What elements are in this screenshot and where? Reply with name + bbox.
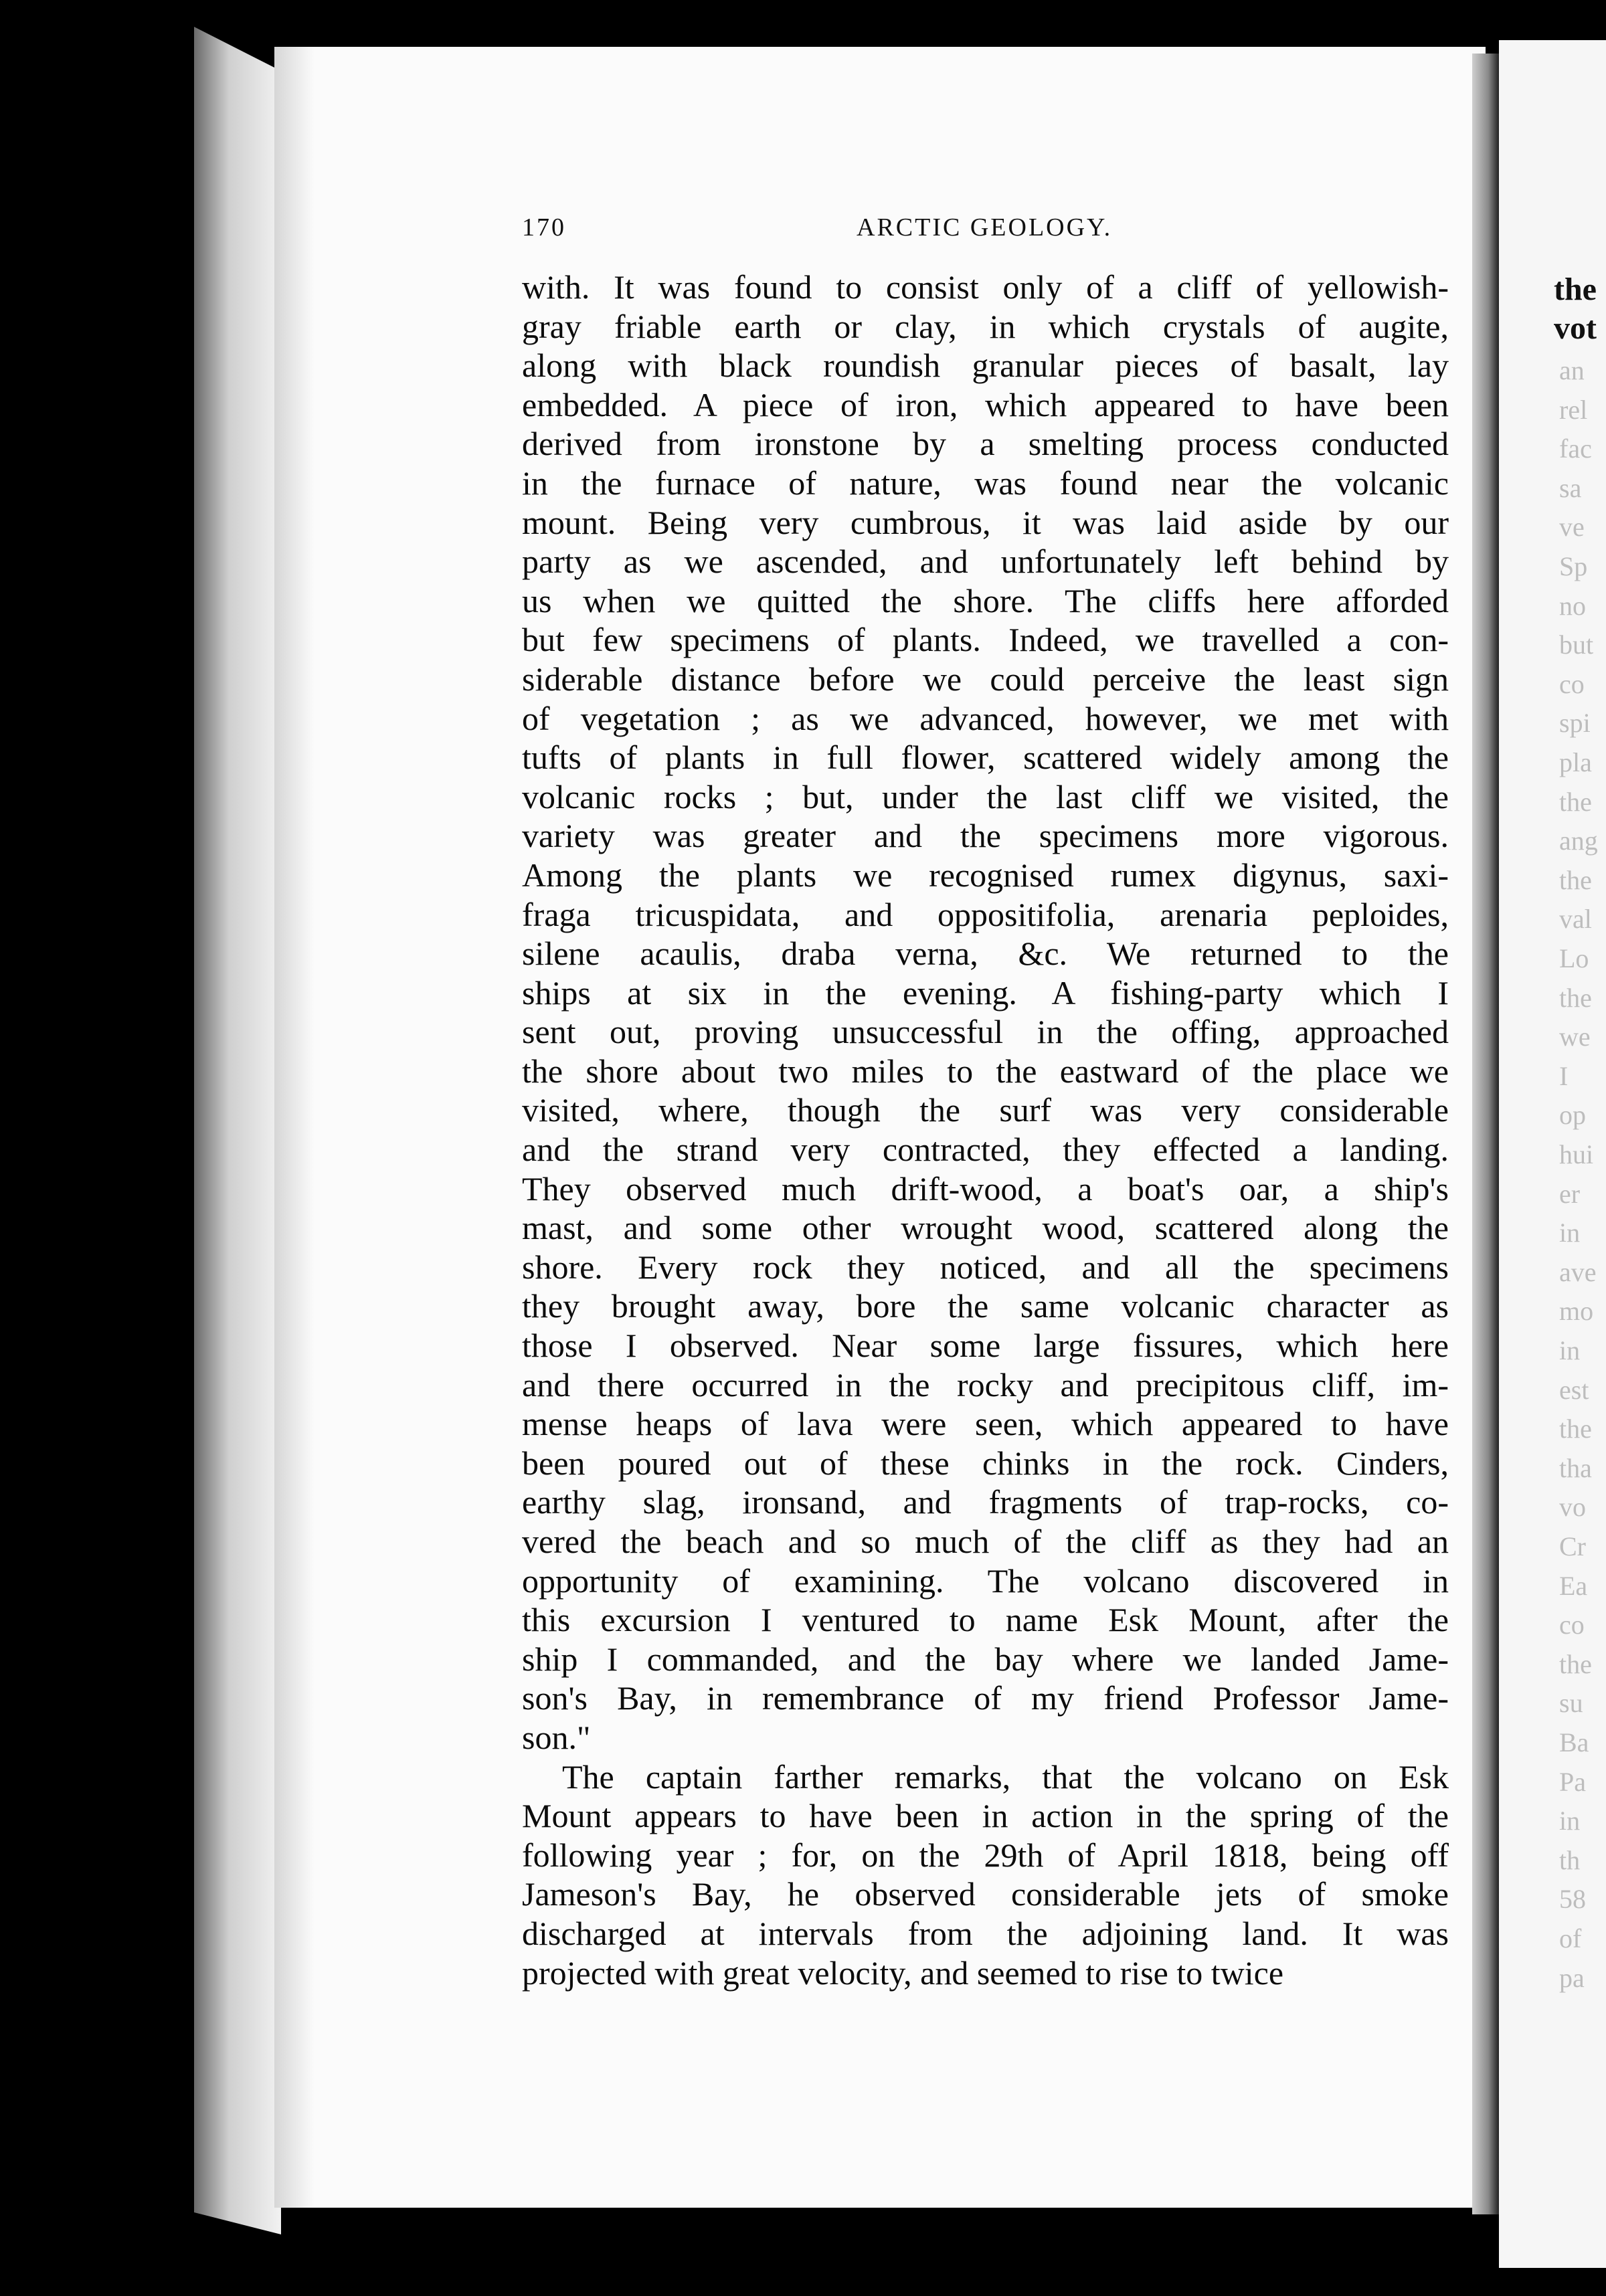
text-line: son." xyxy=(522,1718,591,1756)
page-number: 170 xyxy=(522,213,566,242)
text-line: fraga tricuspidata, and oppositifolia, arenaria peploides, xyxy=(522,895,1449,933)
text-line: party as we ascended, and unfortunately left behind by xyxy=(522,543,1449,581)
text-line: projected with great velocity, and seemed to rise to twice xyxy=(522,1953,1284,1992)
text-line: Among the plants we recognised rumex digynus, saxi- xyxy=(522,856,1449,894)
text-line: us when we quitted the shore. The cliffs here afforded xyxy=(522,581,1449,619)
facing-page-fragment: est xyxy=(1559,1374,1589,1405)
text-line: tufts of plants in full flower, scattered widely among the xyxy=(522,739,1449,777)
facing-page-fragment: pa xyxy=(1559,1962,1585,1993)
facing-page-fragment: sa xyxy=(1559,472,1582,503)
text-line: The captain farther remarks, that the volcano on Esk xyxy=(562,1757,1449,1796)
text-line: embedded. A piece of iron, which appeared to have been xyxy=(522,385,1449,423)
text-line: those I observed. Near some large fissures, which here xyxy=(522,1327,1449,1365)
facing-page-fragment: in xyxy=(1559,1335,1581,1365)
facing-page-fragment: fac xyxy=(1559,434,1592,464)
text-line: the shore about two miles to the eastward of the place we xyxy=(522,1052,1449,1090)
facing-page-line-1: the xyxy=(1554,272,1597,307)
facing-page-fragment: Lo xyxy=(1559,943,1589,973)
facing-page-fragment: the xyxy=(1559,1414,1592,1444)
facing-page-fragment: op xyxy=(1559,1100,1586,1131)
text-line: visited, where, though the surf was very considerable xyxy=(522,1091,1449,1129)
running-head: ARCTIC GEOLOGY. xyxy=(857,213,1113,242)
text-line: opportunity of examining. The volcano discovered in xyxy=(522,1561,1449,1600)
facing-page-fragment: rel xyxy=(1559,394,1588,425)
facing-page-fragment: ang xyxy=(1559,826,1598,856)
text-line: following year ; for, on the 29th of April 1818, being off xyxy=(522,1836,1449,1874)
text-line: silene acaulis, draba verna, &c. We returned to the xyxy=(522,935,1449,973)
facing-page-fragment: of xyxy=(1559,1923,1582,1953)
book-gutter xyxy=(1472,54,1499,2214)
text-line: this excursion I ventured to name Esk Mount, after the xyxy=(522,1601,1449,1639)
facing-page-fragment: the xyxy=(1559,786,1592,817)
text-line: discharged at intervals from the adjoining land. It was xyxy=(522,1914,1449,1952)
facing-page-fragment: vo xyxy=(1559,1492,1586,1523)
body-text xyxy=(522,268,1449,1992)
facing-page-fragment: the xyxy=(1559,1648,1592,1679)
facing-page-fragment: th xyxy=(1559,1844,1581,1875)
facing-page-fragment: co xyxy=(1559,668,1585,699)
facing-page-fragment: hui xyxy=(1559,1139,1594,1169)
text-line: earthy slag, ironsand, and fragments of trap-rocks, co- xyxy=(522,1483,1449,1521)
facing-page-fragment: I xyxy=(1559,1060,1569,1091)
text-line: with. It was found to consist only of a cliff of yellowish- xyxy=(522,268,1449,306)
facing-page-fragment: in xyxy=(1559,1806,1581,1836)
facing-page-fragment: Cr xyxy=(1559,1531,1586,1561)
text-line: mount. Being very cumbrous, it was laid aside by our xyxy=(522,503,1449,541)
facing-page-fragment: Sp xyxy=(1559,551,1588,581)
text-line: and the strand very contracted, they effected a landing. xyxy=(522,1131,1449,1169)
page-header xyxy=(522,213,1445,253)
text-line: They observed much drift-wood, a boat's oar, a ship's xyxy=(522,1169,1449,1208)
facing-page-fragment: 58 xyxy=(1559,1884,1586,1915)
facing-page-fragment: Ba xyxy=(1559,1727,1589,1757)
facing-page-fragment: the xyxy=(1559,982,1592,1013)
text-line: derived from ironstone by a smelting process conducted xyxy=(522,425,1449,463)
text-line: Jameson's Bay, he observed considerable jets of smoke xyxy=(522,1875,1449,1913)
facing-page-fragment: tha xyxy=(1559,1452,1592,1483)
facing-page-fragment: the xyxy=(1559,864,1592,895)
text-line: vered the beach and so much of the cliff as they had an xyxy=(522,1523,1449,1560)
facing-page-fragment: su xyxy=(1559,1688,1583,1719)
text-line: gray friable earth or clay, in which crystals of augite, xyxy=(522,307,1449,345)
facing-page-fragment: spi xyxy=(1559,708,1591,739)
text-line: variety was greater and the specimens more vigorous. xyxy=(522,817,1449,855)
facing-page-fragment: mo xyxy=(1559,1296,1594,1327)
text-line: and there occurred in the rocky and precipitous cliff, im- xyxy=(522,1365,1449,1404)
facing-page-fragment: but xyxy=(1559,630,1594,660)
page-shadow xyxy=(274,47,315,2208)
text-line: in the furnace of nature, was found near the volcanic xyxy=(522,464,1449,502)
text-line: sent out, proving unsuccessful in the offing, approached xyxy=(522,1013,1449,1051)
text-line: ships at six in the evening. A fishing-party which I xyxy=(522,973,1449,1012)
facing-page-fragment: we xyxy=(1559,1022,1591,1052)
text-line: mast, and some other wrought wood, scattered along the xyxy=(522,1209,1449,1247)
facing-page-fragment: no xyxy=(1559,590,1586,621)
facing-page-fragment: an xyxy=(1559,355,1585,385)
facing-page-fragment: co xyxy=(1559,1610,1585,1640)
text-line: siderable distance before we could perceive the least sign xyxy=(522,660,1449,698)
text-line: of vegetation ; as we advanced, however, we met with xyxy=(522,699,1449,737)
facing-page-fragment: val xyxy=(1559,904,1592,935)
facing-page-fragment: Ea xyxy=(1559,1570,1588,1601)
facing-page-fragment: ve xyxy=(1559,512,1585,543)
text-line: ship I commanded, and the bay where we landed Jame- xyxy=(522,1640,1449,1678)
facing-page-fragment: in xyxy=(1559,1218,1581,1248)
text-line: son's Bay, in remembrance of my friend Professor Jame- xyxy=(522,1679,1449,1717)
facing-page-fragment: Pa xyxy=(1559,1766,1586,1797)
facing-page-fragment: pla xyxy=(1559,747,1592,777)
text-line: along with black roundish granular pieces of basalt, lay xyxy=(522,347,1449,385)
facing-page-line-2: vot xyxy=(1554,310,1597,346)
facing-page-fragment: er xyxy=(1559,1178,1581,1209)
text-line: Mount appears to have been in action in the spring of the xyxy=(522,1797,1449,1835)
text-line: but few specimens of plants. Indeed, we travelled a con- xyxy=(522,621,1449,659)
text-line: volcanic rocks ; but, under the last cliff we visited, the xyxy=(522,777,1449,816)
text-line: been poured out of these chinks in the rock. Cinders, xyxy=(522,1444,1449,1482)
book-edge xyxy=(194,27,281,2234)
text-line: they brought away, bore the same volcanic character as xyxy=(522,1287,1449,1325)
facing-page-fragment: ave xyxy=(1559,1256,1597,1287)
text-line: mense heaps of lava were seen, which appeared to have xyxy=(522,1405,1449,1443)
text-line: shore. Every rock they noticed, and all the specimens xyxy=(522,1248,1449,1286)
